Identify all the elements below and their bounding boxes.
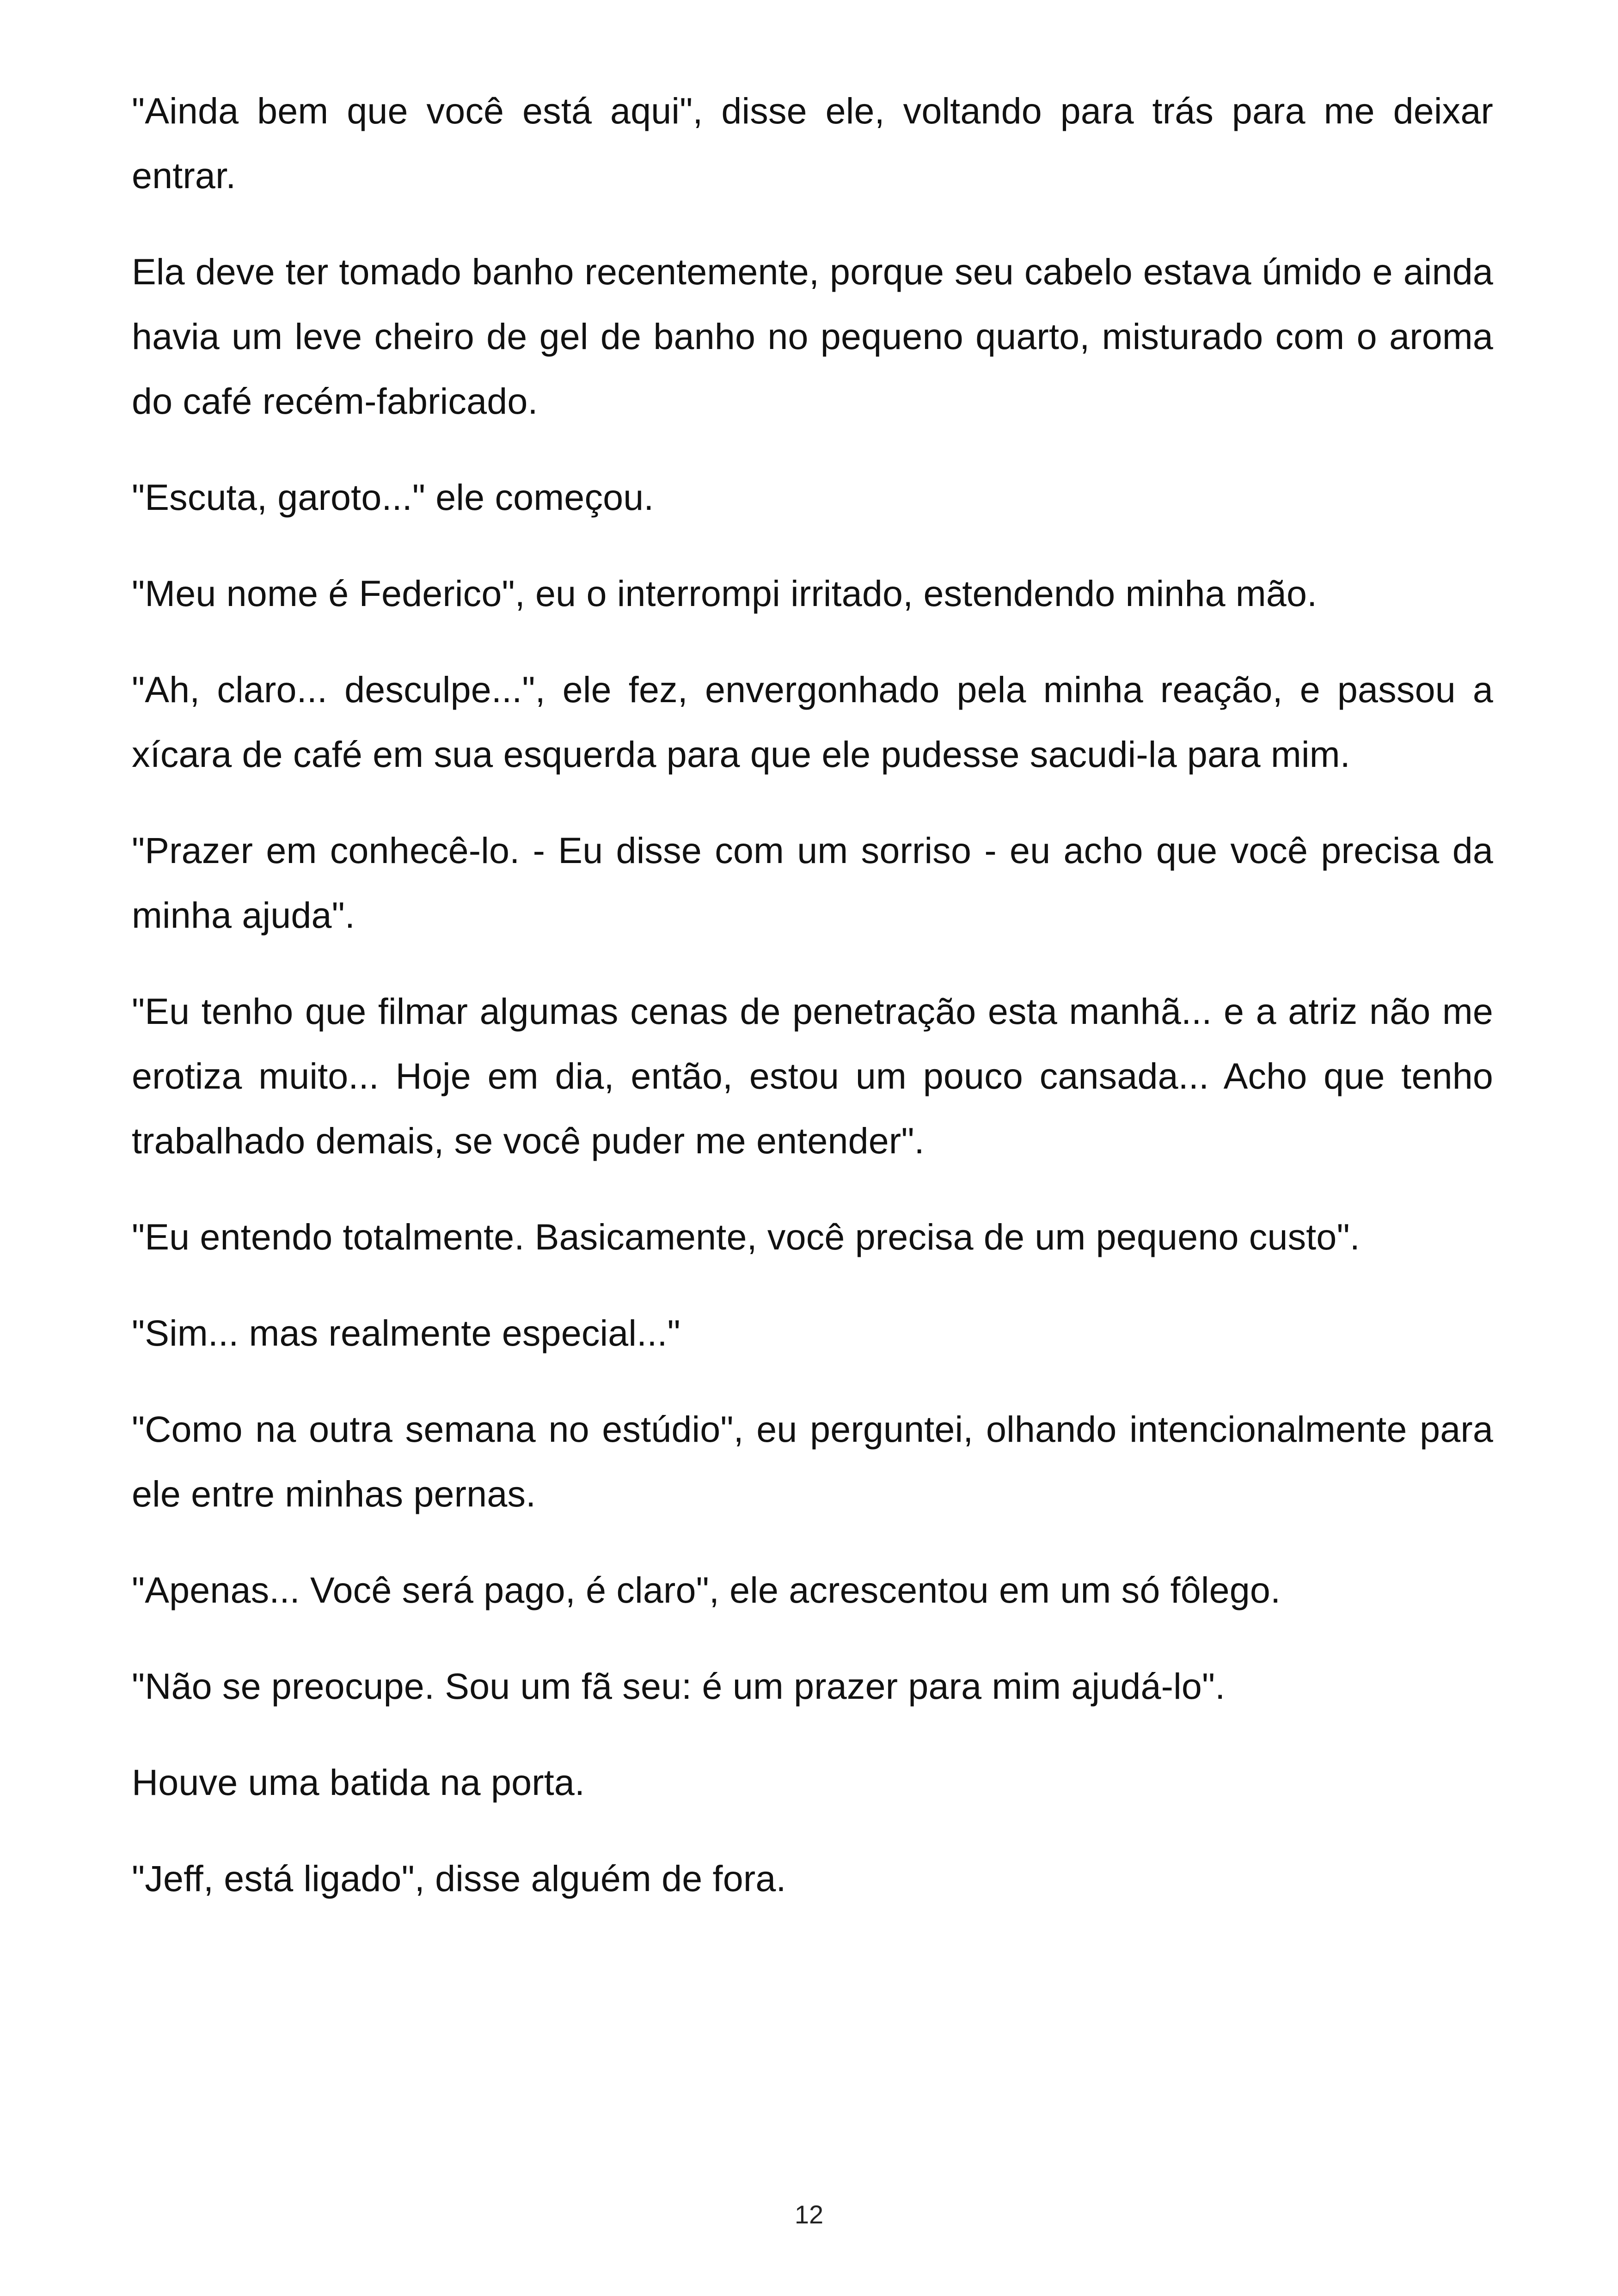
paragraph: "Eu entendo totalmente. Basicamente, você precisa de um pequeno custo". <box>132 1216 1360 1257</box>
body-text <box>132 79 1493 1942</box>
paragraph: "Jeff, está ligado", disse alguém de fora. <box>132 1858 786 1899</box>
paragraph: "Meu nome é Federico", eu o interrompi irritado, estendendo minha mão. <box>132 573 1318 614</box>
paragraph: "Escuta, garoto..." ele começou. <box>132 477 654 518</box>
paragraph: "Prazer em conhecê-lo. - Eu disse com um sorriso - eu acho que você precisa da minha ajuda". <box>132 830 1493 936</box>
paragraph: "Como na outra semana no estúdio", eu perguntei, olhando intencionalmente para ele entre minhas pernas. <box>132 1408 1493 1514</box>
paragraph: "Ah, claro... desculpe...", ele fez, envergonhado pela minha reação, e passou a xícara de café em sua esquerda para que ele pudesse sacudi-la para mim. <box>132 669 1493 775</box>
paragraph: Ela deve ter tomado banho recentemente, porque seu cabelo estava úmido e ainda havia um leve cheiro de gel de banho no pequeno quarto, misturado com o aroma do café recém-fabricado. <box>132 251 1493 422</box>
page-number: 12 <box>794 2200 824 2229</box>
paragraph: Houve uma batida na porta. <box>132 1762 585 1803</box>
paragraph: "Não se preocupe. Sou um fã seu: é um prazer para mim ajudá-lo". <box>132 1665 1226 1707</box>
paragraph: "Eu tenho que filmar algumas cenas de penetração esta manhã... e a atriz não me erotiza muito... Hoje em dia, então, estou um pouco cansada... Acho que tenho trabalhado demais, se você puder me entender". <box>132 991 1493 1161</box>
paragraph: "Apenas... Você será pago, é claro", ele acrescentou em um só fôlego. <box>132 1569 1281 1610</box>
paragraph: "Sim... mas realmente especial..." <box>132 1312 680 1353</box>
paragraph: "Ainda bem que você está aqui", disse ele, voltando para trás para me deixar entrar. <box>132 90 1493 196</box>
